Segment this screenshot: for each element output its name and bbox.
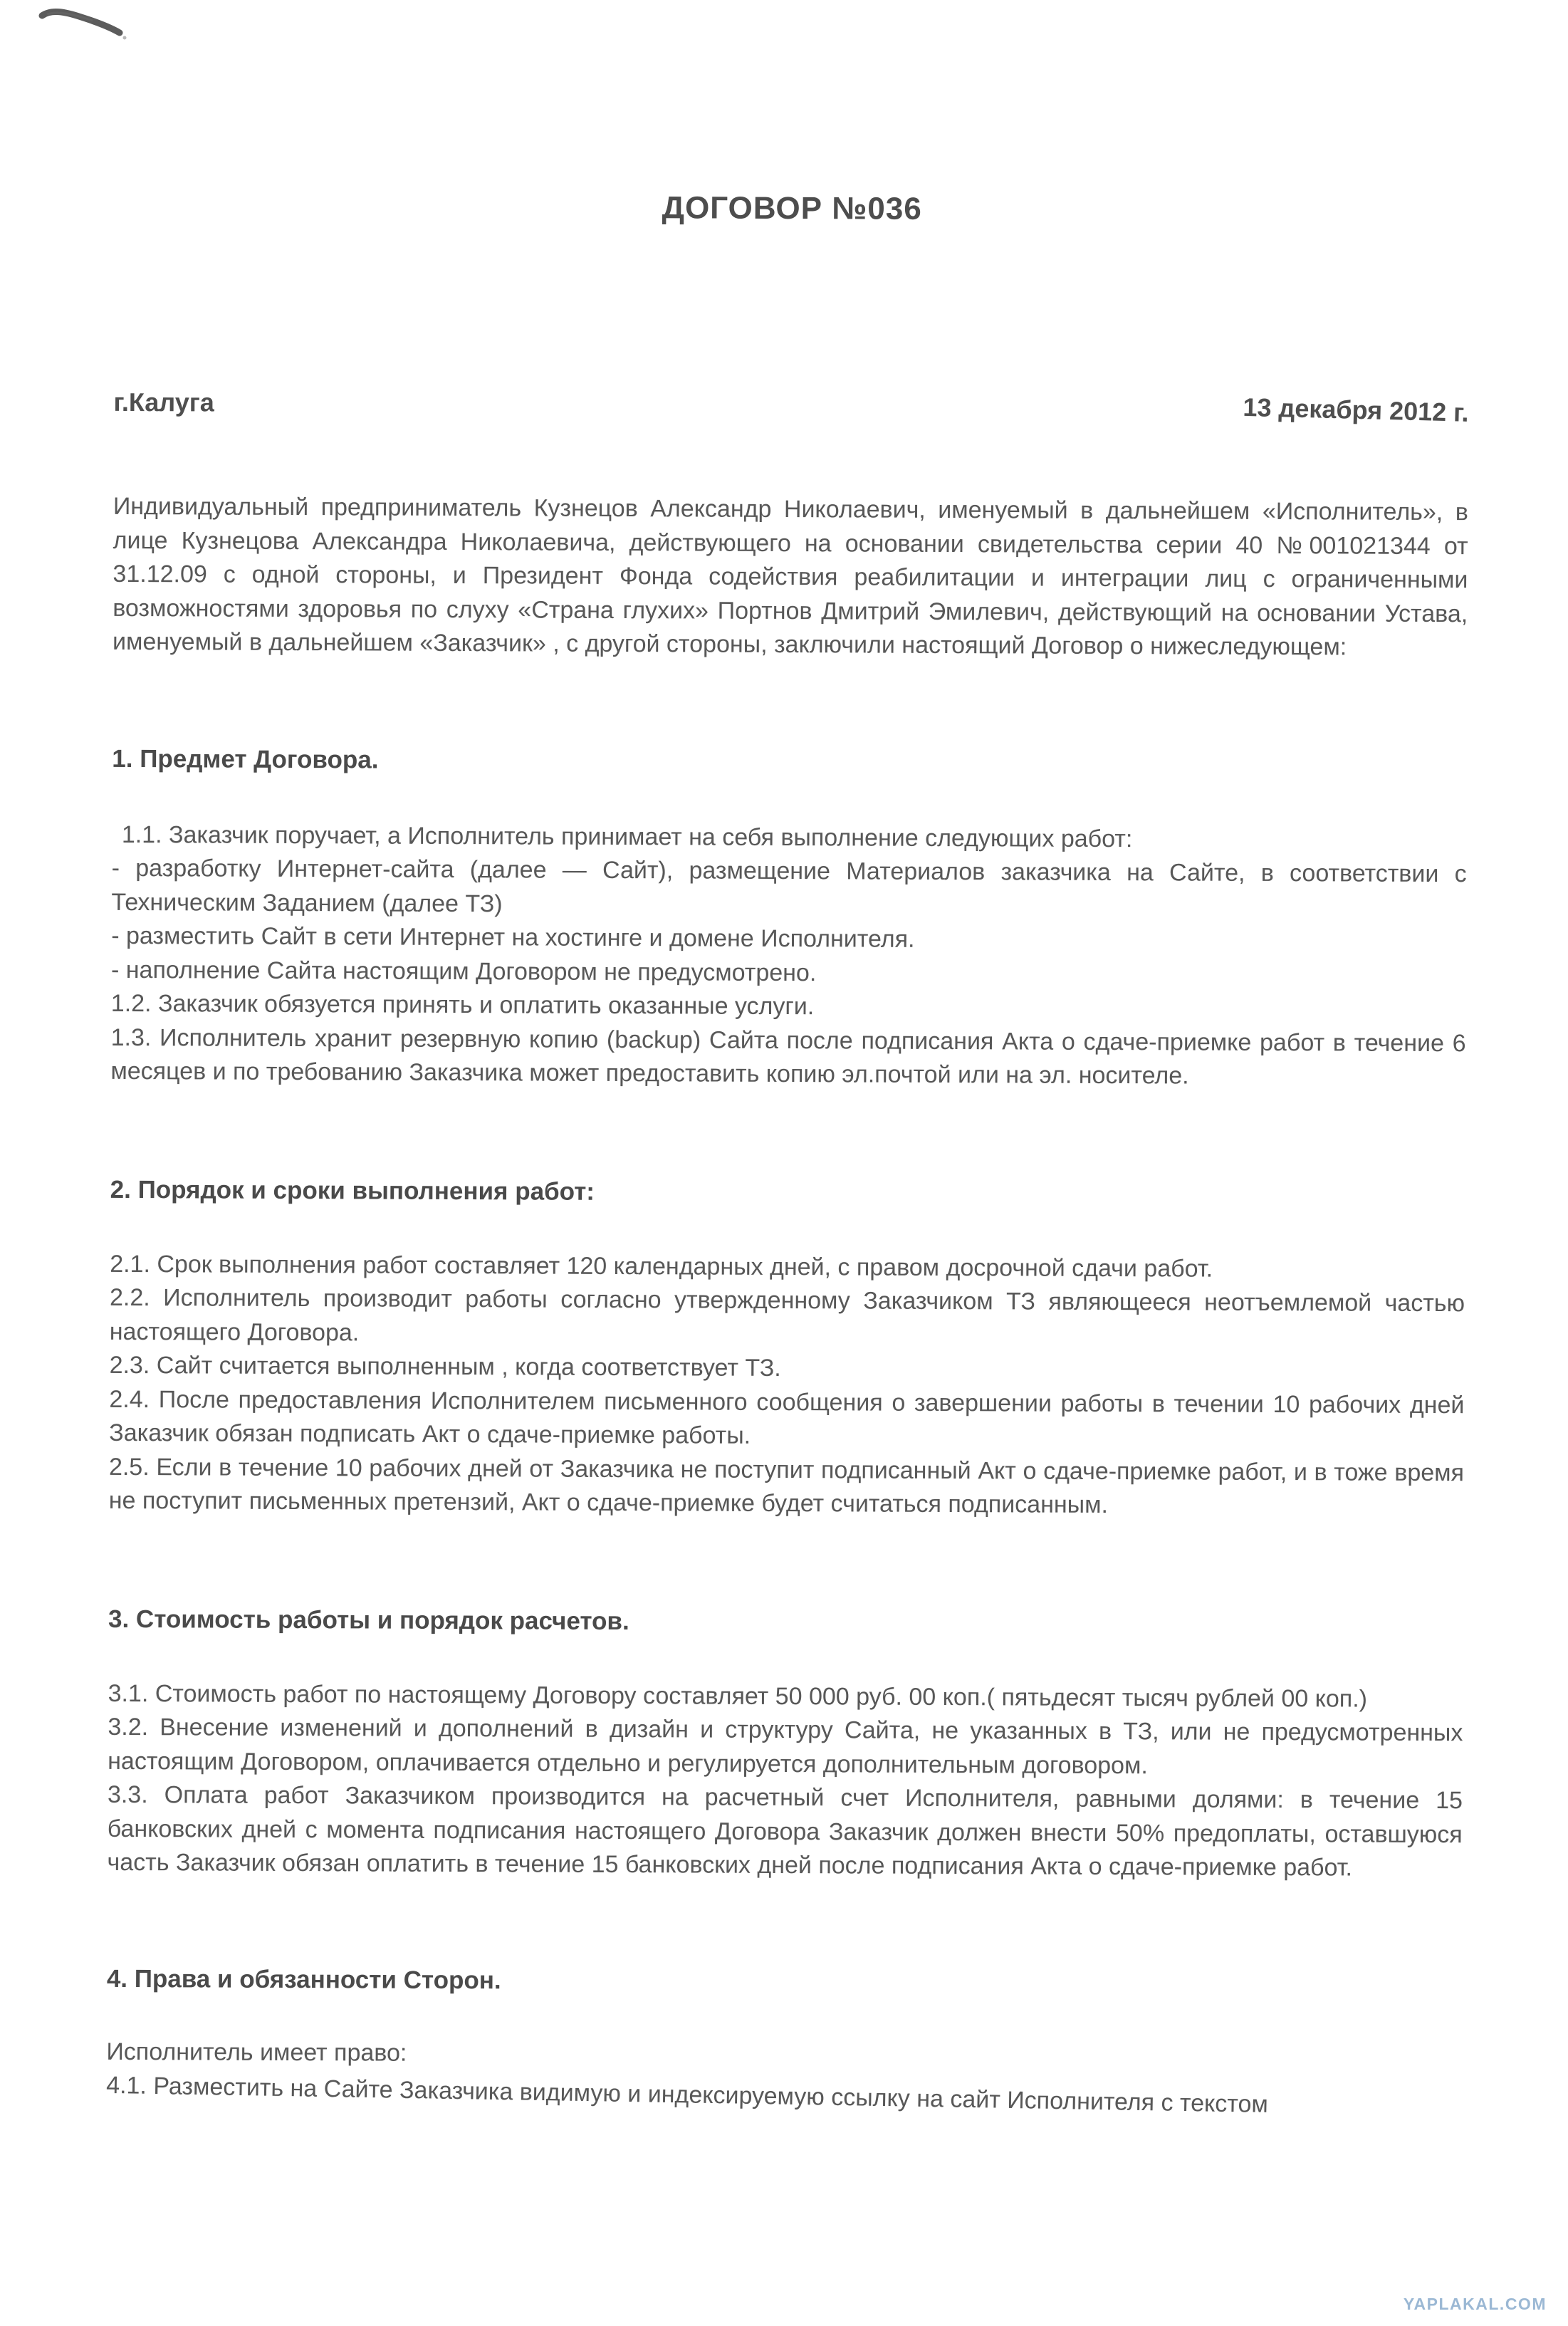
section-1-heading: 1. Предмет Договора. <box>112 744 379 774</box>
intro-paragraph: Индивидуальный предприниматель Кузнецов Александр Николаевич, именуемый в дальнейшем «Исполнитель», в лице Кузнецова Александра Николаевича, действующего на основании свидетельства серии 40 №001021344 от 31.12.09 с одной стороны, и Президент Фонда содействия реабилитации и интеграции лиц с ограниченными возможностями здоровья по слуху «Страна глухих» Портнов Дмитрий Эмилевич, действующий на основании Устава, именуемый в дальнейшем «Заказчик» , с другой стороны, заключили настоящий Договор о нижеследующем: <box>112 492 1468 661</box>
clause-1-2: 1.2. Заказчик обязуется принять и оплатить оказанные услуги. <box>110 989 815 1021</box>
clause-1-3: 1.3. Исполнитель хранит резервную копию (backup) Сайта после подписания Акта о сдаче-приемке работ в течение 6 месяцев и по требованию Заказчика может предоставить копию эл.почтой или на эл. носителе. <box>110 1023 1466 1090</box>
pen-stroke-artifact <box>37 6 137 46</box>
section-1-body <box>110 818 1467 1094</box>
clause-2-5: 2.5. Если в течение 10 рабочих дней от Заказчика не поступит подписанный Акт о сдаче-приемке работ, и в тоже время не поступит письменных претензий, Акт о сдаче-приемке будет считаться подписанным. <box>108 1453 1465 1519</box>
clause-2-2: 2.2. Исполнитель производит работы согласно утвержденному Заказчиком ТЗ являющееся неотъемлемой частью настоящего Договора. <box>109 1283 1465 1346</box>
clause-3-1: 3.1. Стоимость работ по настоящему Договору составляет 50 000 руб. 00 коп.( пятьдесят тысяч рублей 00 коп.) <box>108 1679 1368 1713</box>
clause-1-1: 1.1. Заказчик поручает, а Исполнитель принимает на себя выполнение следующих работ: <box>121 820 1133 852</box>
clause-2-4: 2.4. После предоставления Исполнителем письменного сообщения о завершении работы в течении 10 рабочих дней Заказчик обязан подписать Акт о сдаче-приемке работы. <box>109 1385 1465 1449</box>
section-2-body <box>109 1247 1465 1523</box>
section-4-body <box>105 2035 1461 2118</box>
clause-1-1-item-development: - разработку Интернет-сайта (далее — Сайт), размещение Материалов заказчика на Сайте, в соответствии с Техническим Заданием (далее ТЗ) <box>111 854 1467 917</box>
clause-2-1: 2.1. Срок выполнения работ составляет 120 календарных дней, с правом досрочной сдачи работ. <box>110 1250 1213 1283</box>
clause-4-intro: Исполнитель имеет право: <box>106 2038 407 2067</box>
date-label: 13 декабря 2012 г. <box>1242 392 1469 427</box>
clause-3-2: 3.2. Внесение изменений и дополнений в дизайн и структуру Сайта, не указанных в ТЗ, или не предусмотренных настоящим Договором, оплачивается отдельно и регулируется дополнительным договором. <box>108 1713 1463 1779</box>
clause-3-3: 3.3. Оплата работ Заказчиком производится на расчетный счет Исполнителя, равными долями: в течение 15 банковских дней с момента подписания настоящего Договора Заказчик должен внести 50% предоплаты, оставшуюся часть Заказчик обязан оплатить в течение 15 банковских дней после подписания Акта о сдаче-приемке работ. <box>107 1780 1463 1882</box>
watermark-label: YAPLAKAL.COM <box>1403 2295 1547 2313</box>
section-2-heading: 2. Порядок и сроки выполнения работ: <box>110 1175 595 1206</box>
city-date-row <box>113 385 1468 425</box>
clause-1-1-item-hosting: - разместить Сайт в сети Интернет на хостинге и домене Исполнителя. <box>111 922 915 953</box>
section-3-heading: 3. Стоимость работы и порядок расчетов. <box>108 1605 629 1635</box>
clause-2-3: 2.3. Сайт считается выполненным , когда соответствует ТЗ. <box>109 1351 781 1382</box>
clause-4-1: 4.1. Разместить на Сайте Заказчика видимую и индексируемую ссылку на сайт Исполнителя с текстом <box>105 2071 1269 2118</box>
section-4-heading: 4. Права и обязанности Сторон. <box>106 1964 501 1994</box>
clause-1-1-item-content: - наполнение Сайта настоящим Договором не предусмотрено. <box>110 956 817 986</box>
section-3-body <box>107 1676 1463 1885</box>
document-title: ДОГОВОР №036 <box>662 190 922 226</box>
city-label: г.Калуга <box>113 387 214 417</box>
